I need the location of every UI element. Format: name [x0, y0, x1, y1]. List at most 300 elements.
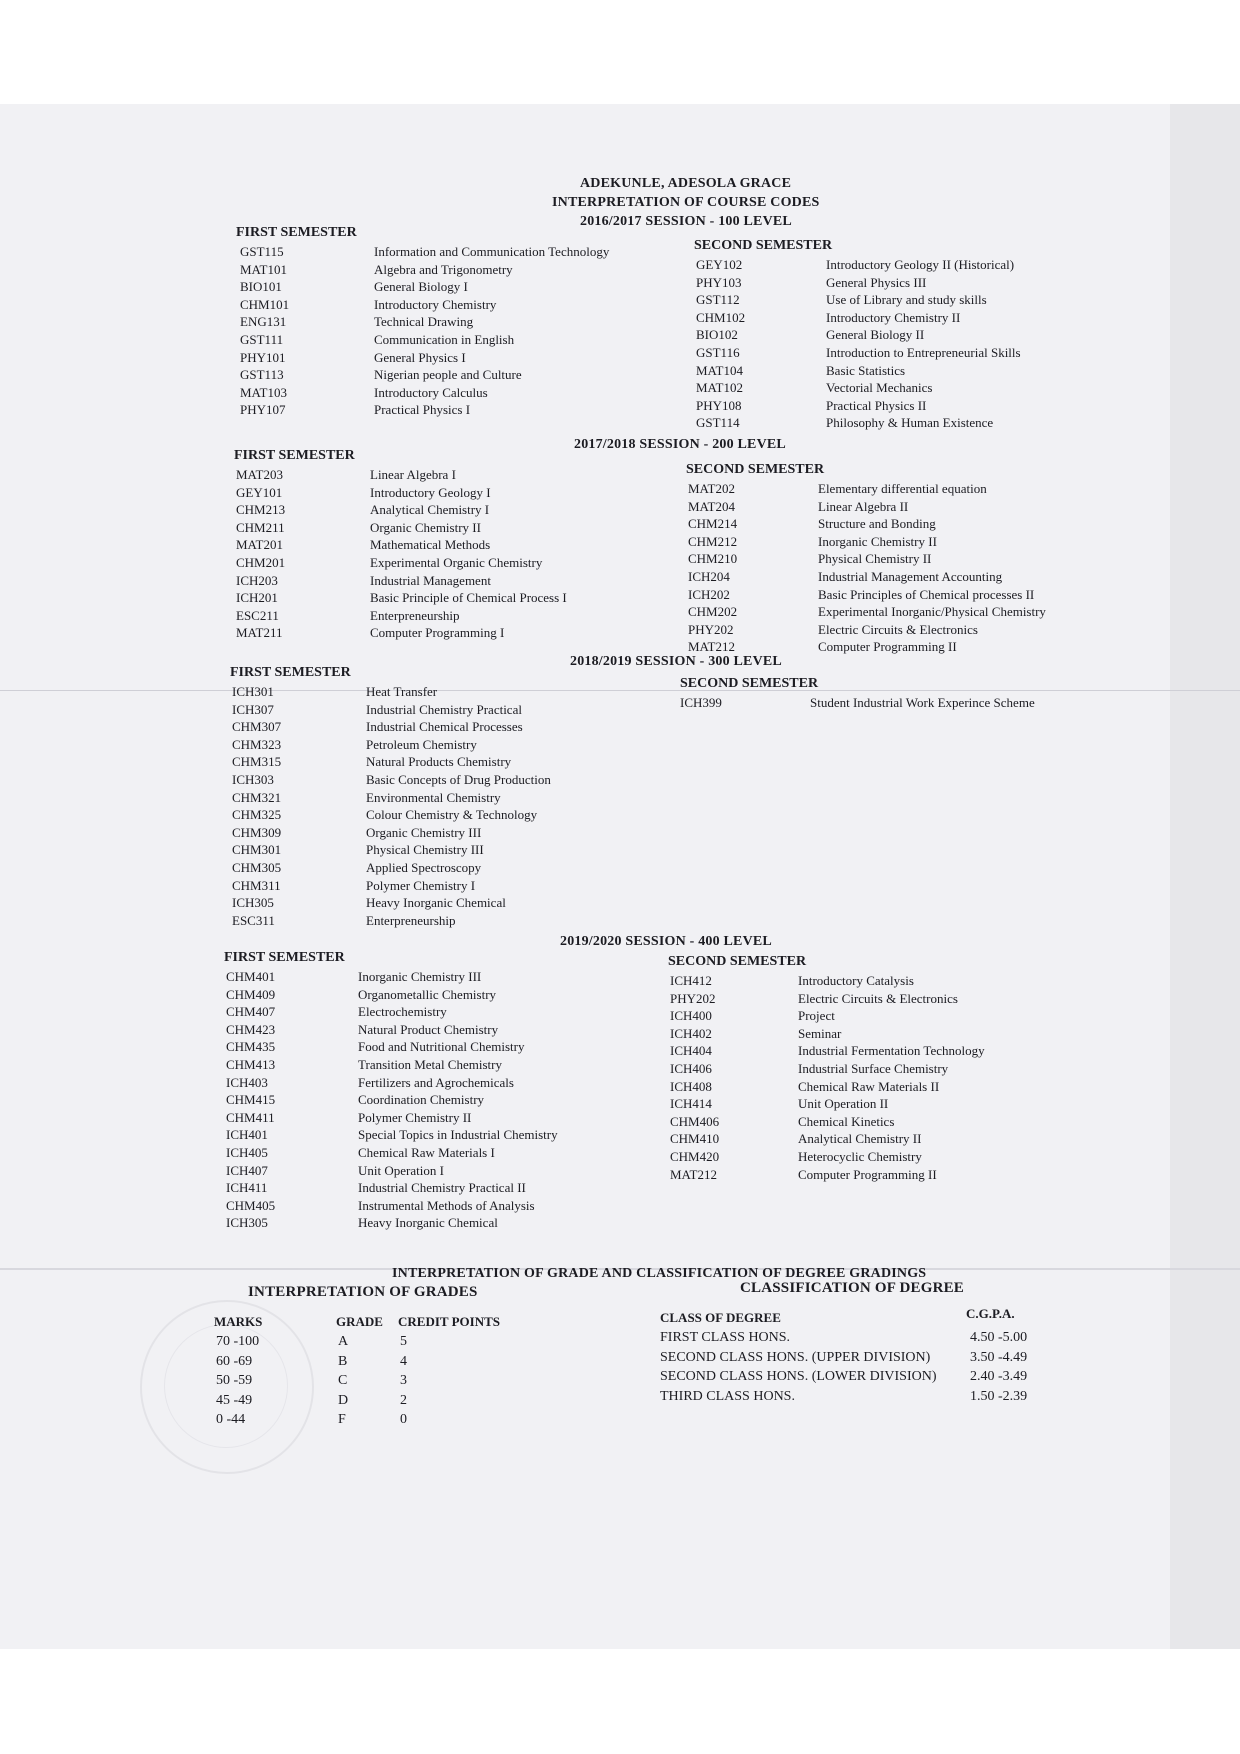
course-row: [696, 362, 1021, 380]
course-code: ENG131: [240, 314, 287, 330]
degree-classification-table: [660, 1328, 1027, 1406]
course-code: MAT211: [236, 625, 283, 641]
course-code: CHM411: [226, 1109, 275, 1125]
course-code: CHM305: [232, 859, 282, 875]
course-title: Project: [798, 1008, 835, 1024]
cgpa-range: 2.40 -3.49: [970, 1369, 1028, 1384]
course-title: Enterpreneurship: [370, 607, 460, 623]
course-title: Industrial Surface Chemistry: [798, 1060, 949, 1076]
course-title: General Physics III: [826, 274, 927, 290]
course-row: [670, 1078, 985, 1096]
course-title: Introduction to Entrepreneurial Skills: [826, 344, 1021, 360]
course-code: ICH303: [232, 771, 274, 787]
session-label: 2017/2018 SESSION - 200 LEVEL: [574, 437, 786, 452]
class-of-degree: THIRD CLASS HONS.: [660, 1388, 795, 1404]
class-of-degree: SECOND CLASS HONS. (UPPER DIVISION): [660, 1349, 931, 1365]
course-code: GST113: [240, 367, 284, 383]
course-title: Organometallic Chemistry: [358, 986, 497, 1002]
course-title: Basic Statistics: [826, 362, 906, 378]
course-code: PHY202: [688, 621, 734, 637]
course-code: CHM102: [696, 309, 746, 325]
grade-row: [216, 1352, 407, 1372]
course-row: [226, 1126, 558, 1144]
course-title: Coordination Chemistry: [358, 1092, 485, 1108]
course-code: BIO102: [696, 327, 738, 343]
course-code: CHM407: [226, 1004, 276, 1020]
session-label: 2018/2019 SESSION - 300 LEVEL: [570, 654, 782, 669]
marks-header: MARKS: [214, 1314, 263, 1329]
course-code: CHM423: [226, 1021, 276, 1037]
cgpa-range: 1.50 -2.39: [970, 1388, 1028, 1404]
course-code: ICH403: [226, 1074, 268, 1090]
class-row: [660, 1328, 1027, 1348]
course-row: [688, 480, 1046, 498]
course-code: CHM202: [688, 604, 738, 620]
course-code: GST111: [240, 331, 284, 347]
course-row: [688, 515, 1046, 533]
course-row: [232, 824, 551, 842]
course-title: Use of Library and study skills: [826, 292, 987, 308]
course-row: [670, 1166, 985, 1184]
course-title: Introductory Geology II (Historical): [826, 257, 1015, 272]
course-code: ICH414: [670, 1096, 712, 1112]
course-title: Communication in English: [374, 331, 515, 347]
course-title: Linear Algebra II: [818, 498, 909, 514]
course-code: CHM405: [226, 1197, 276, 1213]
course-title: Heavy Inorganic Chemical: [358, 1215, 498, 1231]
course-code: ICH202: [688, 586, 730, 602]
course-code: CHM307: [232, 719, 282, 735]
course-code: PHY107: [240, 402, 286, 418]
course-title: Practical Physics II: [826, 397, 927, 413]
course-code: CHM315: [232, 754, 282, 770]
course-code: CHM214: [688, 516, 738, 532]
course-list-s2-second: [688, 480, 1046, 656]
course-title: Physical Chemistry II: [818, 551, 932, 567]
course-title: Nigerian people and Culture: [374, 367, 522, 383]
course-list-s3-first: [232, 683, 551, 929]
course-title: Industrial Management Accounting: [818, 568, 1003, 584]
course-title: General Physics I: [374, 349, 466, 365]
course-list-s1-first: [240, 243, 609, 419]
course-title: Heat Transfer: [366, 684, 438, 699]
marks-value: 45 -49: [216, 1392, 253, 1408]
session-label: 2019/2020 SESSION - 400 LEVEL: [560, 934, 772, 949]
course-title: Computer Programming II: [818, 639, 957, 655]
course-title: Natural Product Chemistry: [358, 1021, 499, 1037]
course-row: [232, 806, 551, 824]
course-code: ICH305: [226, 1215, 268, 1231]
course-title: Information and Communication Technology: [374, 244, 610, 259]
course-code: CHM210: [688, 551, 738, 567]
course-code: CHM321: [232, 789, 282, 805]
course-title: Food and Nutritional Chemistry: [358, 1039, 525, 1055]
course-code: ICH203: [236, 572, 278, 588]
course-title: Student Industrial Work Experince Scheme: [810, 695, 1035, 710]
course-row: [696, 397, 1021, 415]
course-title: Linear Algebra I: [370, 467, 456, 482]
course-row: [226, 1021, 558, 1039]
grade-letter: A: [338, 1334, 349, 1349]
course-row: [236, 484, 567, 502]
course-row: [226, 1179, 558, 1197]
course-title: Basic Concepts of Drug Production: [366, 771, 551, 787]
course-code: PHY108: [696, 397, 742, 413]
course-row: [688, 586, 1046, 604]
second-semester-label: SECOND SEMESTER: [680, 676, 819, 691]
course-title: Seminar: [798, 1025, 842, 1041]
course-title: Industrial Chemical Processes: [366, 719, 523, 735]
course-row: [240, 261, 609, 279]
course-row: [226, 1162, 558, 1180]
grade-row: [216, 1371, 407, 1391]
course-title: General Biology I: [374, 279, 468, 295]
course-code: ICH402: [670, 1025, 712, 1041]
grading-title: INTERPRETATION OF GRADE AND CLASSIFICATION OF DEGREE GRADINGS: [392, 1266, 927, 1281]
grade-row: [216, 1410, 407, 1430]
course-row: [236, 466, 567, 484]
course-title: Introductory Chemistry II: [826, 309, 961, 325]
fold-line: [0, 690, 1240, 691]
credit-points-value: 5: [400, 1334, 407, 1349]
course-row: [670, 1095, 985, 1113]
second-semester-label: SECOND SEMESTER: [668, 954, 807, 969]
course-code: CHM410: [670, 1131, 720, 1147]
course-code: CHM309: [232, 824, 282, 840]
course-row: [240, 349, 609, 367]
course-row: [236, 519, 567, 537]
course-row: [226, 1197, 558, 1215]
course-code: CHM415: [226, 1092, 276, 1108]
course-row: [236, 589, 567, 607]
course-row: [232, 753, 551, 771]
grade-row: [216, 1391, 407, 1411]
course-title: Mathematical Methods: [370, 537, 491, 553]
course-title: Chemical Raw Materials II: [798, 1078, 940, 1094]
cgpa-header: C.G.P.A.: [966, 1306, 1015, 1321]
course-code: GEY102: [696, 257, 743, 272]
course-title: Petroleum Chemistry: [366, 736, 477, 752]
cgpa-range: 3.50 -4.49: [970, 1349, 1028, 1365]
course-row: [232, 736, 551, 754]
course-row: [688, 550, 1046, 568]
course-code: ICH307: [232, 701, 274, 717]
course-title: Environmental Chemistry: [366, 789, 501, 805]
course-code: MAT201: [236, 537, 283, 553]
course-code: CHM323: [232, 736, 282, 752]
course-code: GST112: [696, 292, 740, 308]
course-code: ICH404: [670, 1043, 712, 1059]
course-row: [696, 344, 1021, 362]
course-row: [232, 877, 551, 895]
course-title: Introductory Chemistry: [374, 296, 497, 312]
course-row: [688, 498, 1046, 516]
course-row: [240, 278, 609, 296]
course-code: CHM406: [670, 1113, 720, 1129]
course-row: [670, 1130, 985, 1148]
page-title: INTERPRETATION OF COURSE CODES: [552, 195, 820, 210]
course-title: Chemical Raw Materials I: [358, 1144, 495, 1160]
course-code: MAT212: [688, 639, 735, 655]
course-title: Inorganic Chemistry II: [818, 533, 937, 549]
course-code: GST114: [696, 415, 740, 431]
course-row: [240, 384, 609, 402]
course-code: GEY101: [236, 484, 283, 500]
course-title: Organic Chemistry III: [366, 824, 482, 840]
course-title: Analytical Chemistry II: [798, 1131, 922, 1147]
course-row: [688, 533, 1046, 551]
course-code: ICH301: [232, 684, 274, 699]
course-code: ESC211: [236, 607, 279, 623]
cgpa-range: 4.50 -5.00: [970, 1330, 1028, 1345]
course-code: ICH411: [226, 1180, 268, 1196]
course-code: MAT102: [696, 380, 743, 396]
marks-value: 0 -44: [216, 1412, 246, 1427]
course-title: Industrial Chemistry Practical: [366, 701, 522, 717]
course-title: Special Topics in Industrial Chemistry: [358, 1127, 558, 1143]
course-row: [696, 414, 1021, 432]
grades-title: INTERPRETATION OF GRADES: [248, 1284, 478, 1300]
course-row: [670, 1007, 985, 1025]
course-code: CHM435: [226, 1039, 276, 1055]
course-code: MAT103: [240, 384, 287, 400]
course-row: [670, 1060, 985, 1078]
course-title: Basic Principle of Chemical Process I: [370, 590, 567, 606]
course-title: Philosophy & Human Existence: [826, 415, 994, 431]
course-title: Unit Operation I: [358, 1162, 444, 1178]
course-title: Organic Chemistry II: [370, 519, 481, 535]
course-list-s3-second: [680, 694, 1035, 712]
course-title: Polymer Chemistry I: [366, 877, 476, 893]
credit-points-value: 0: [400, 1412, 407, 1427]
course-title: Vectorial Mechanics: [826, 380, 933, 396]
credit-points-value: 2: [400, 1392, 407, 1408]
course-code: ICH412: [670, 973, 712, 988]
course-row: [226, 986, 558, 1004]
course-title: Applied Spectroscopy: [366, 859, 482, 875]
class-of-degree-header: CLASS OF DEGREE: [660, 1310, 781, 1325]
course-row: [696, 379, 1021, 397]
course-title: Computer Programming II: [798, 1166, 937, 1182]
course-row: [696, 291, 1021, 309]
course-code: MAT104: [696, 362, 743, 378]
course-code: PHY202: [670, 990, 716, 1006]
course-row: [670, 1148, 985, 1166]
course-code: CHM311: [232, 877, 281, 893]
course-title: Algebra and Trigonometry: [374, 261, 513, 277]
course-row: [226, 1074, 558, 1092]
course-row: [696, 309, 1021, 327]
course-title: Industrial Chemistry Practical II: [358, 1180, 526, 1196]
course-code: CHM201: [236, 554, 286, 570]
course-title: Electric Circuits & Electronics: [818, 621, 978, 637]
course-row: [226, 1003, 558, 1021]
course-code: ICH201: [236, 590, 278, 606]
course-title: Natural Products Chemistry: [366, 754, 512, 770]
course-row: [240, 366, 609, 384]
credit-points-value: 3: [400, 1373, 407, 1388]
course-row: [226, 968, 558, 986]
first-semester-label: FIRST SEMESTER: [224, 950, 345, 965]
course-title: Polymer Chemistry II: [358, 1109, 472, 1125]
course-code: CHM212: [688, 533, 738, 549]
course-code: GST116: [696, 344, 740, 360]
course-code: ICH305: [232, 895, 274, 911]
course-row: [236, 624, 567, 642]
course-title: Experimental Inorganic/Physical Chemistry: [818, 604, 1046, 620]
course-row: [670, 1113, 985, 1131]
grade-letter: B: [338, 1353, 348, 1369]
course-row: [688, 603, 1046, 621]
course-title: Introductory Geology I: [370, 484, 491, 500]
course-row: [696, 256, 1021, 274]
course-code: ICH406: [670, 1060, 712, 1076]
course-row: [670, 1042, 985, 1060]
course-title: General Biology II: [826, 327, 925, 343]
course-title: Heterocyclic Chemistry: [798, 1148, 922, 1164]
course-row: [680, 694, 1035, 712]
marks-value: 70 -100: [216, 1334, 260, 1349]
course-list-s1-second: [696, 256, 1021, 432]
first-semester-label: FIRST SEMESTER: [230, 665, 351, 680]
course-row: [226, 1056, 558, 1074]
course-row: [232, 859, 551, 877]
course-row: [670, 972, 985, 990]
course-row: [226, 1038, 558, 1056]
course-row: [236, 554, 567, 572]
course-code: ICH405: [226, 1144, 268, 1160]
course-code: ICH401: [226, 1127, 268, 1143]
course-row: [232, 771, 551, 789]
course-list-s4-first: [226, 968, 558, 1232]
course-row: [240, 313, 609, 331]
course-title: Chemical Kinetics: [798, 1113, 895, 1129]
classification-title: CLASSIFICATION OF DEGREE: [740, 1280, 965, 1296]
course-row: [226, 1214, 558, 1232]
first-semester-label: FIRST SEMESTER: [236, 225, 357, 240]
course-title: Experimental Organic Chemistry: [370, 554, 543, 570]
course-title: Colour Chemistry & Technology: [366, 807, 538, 823]
class-row: [660, 1387, 1027, 1407]
course-title: Computer Programming I: [370, 625, 505, 641]
marks-value: 50 -59: [216, 1373, 253, 1388]
course-row: [240, 243, 609, 261]
course-title: Technical Drawing: [374, 314, 474, 330]
grade-header: GRADE: [336, 1314, 383, 1329]
course-code: PHY103: [696, 274, 742, 290]
course-code: CHM213: [236, 502, 286, 518]
course-row: [236, 572, 567, 590]
course-row: [688, 621, 1046, 639]
course-code: CHM301: [232, 842, 282, 858]
course-code: CHM413: [226, 1056, 276, 1072]
course-code: CHM420: [670, 1148, 720, 1164]
grade-row: [216, 1332, 407, 1352]
course-title: Practical Physics I: [374, 402, 471, 418]
course-row: [232, 789, 551, 807]
course-row: [696, 326, 1021, 344]
session-label: 2016/2017 SESSION - 100 LEVEL: [580, 214, 792, 229]
course-title: Introductory Catalysis: [798, 973, 914, 988]
course-row: [240, 331, 609, 349]
class-of-degree: SECOND CLASS HONS. (LOWER DIVISION): [660, 1369, 937, 1384]
course-code: CHM211: [236, 519, 285, 535]
course-code: CHM101: [240, 296, 290, 312]
course-row: [670, 1025, 985, 1043]
course-code: ICH407: [226, 1162, 268, 1178]
credit-points-header: CREDIT POINTS: [398, 1314, 500, 1329]
second-semester-label: SECOND SEMESTER: [694, 238, 833, 253]
second-semester-label: SECOND SEMESTER: [686, 462, 825, 477]
course-list-s4-second: [670, 972, 985, 1183]
course-list-s2-first: [236, 466, 567, 642]
course-row: [670, 990, 985, 1008]
course-title: Enterpreneurship: [366, 912, 456, 928]
course-title: Elementary differential equation: [818, 481, 987, 496]
credit-points-value: 4: [400, 1353, 407, 1369]
course-code: ICH408: [670, 1078, 712, 1094]
course-code: ESC311: [232, 912, 275, 928]
course-title: Industrial Management: [370, 572, 491, 588]
course-row: [226, 1109, 558, 1127]
course-code: ICH400: [670, 1008, 712, 1024]
course-row: [696, 274, 1021, 292]
course-row: [232, 912, 551, 930]
course-row: [236, 607, 567, 625]
course-title: Electric Circuits & Electronics: [798, 990, 958, 1006]
course-title: Electrochemistry: [358, 1004, 447, 1020]
course-code: CHM325: [232, 807, 282, 823]
course-title: Unit Operation II: [798, 1096, 889, 1112]
marks-value: 60 -69: [216, 1353, 253, 1369]
first-semester-label: FIRST SEMESTER: [234, 448, 355, 463]
class-of-degree: FIRST CLASS HONS.: [660, 1330, 791, 1345]
course-title: Structure and Bonding: [818, 516, 936, 532]
course-code: CHM409: [226, 986, 276, 1002]
course-code: PHY101: [240, 349, 286, 365]
course-title: Fertilizers and Agrochemicals: [358, 1074, 514, 1090]
course-code: MAT204: [688, 498, 735, 514]
grades-table: [216, 1332, 407, 1430]
course-row: [240, 296, 609, 314]
course-row: [232, 683, 551, 701]
class-row: [660, 1367, 1027, 1387]
grade-letter: C: [338, 1373, 348, 1388]
course-title: Introductory Calculus: [374, 384, 488, 400]
course-code: BIO101: [240, 279, 282, 295]
course-row: [232, 841, 551, 859]
course-row: [226, 1091, 558, 1109]
course-row: [240, 401, 609, 419]
course-code: ICH399: [680, 695, 722, 710]
course-row: [236, 536, 567, 554]
course-row: [226, 1144, 558, 1162]
course-row: [236, 501, 567, 519]
course-code: CHM401: [226, 969, 276, 984]
course-code: MAT101: [240, 261, 287, 277]
course-row: [232, 701, 551, 719]
grade-letter: D: [338, 1392, 349, 1408]
course-code: ICH204: [688, 568, 730, 584]
course-code: MAT212: [670, 1166, 717, 1182]
course-title: Transition Metal Chemistry: [358, 1056, 502, 1072]
course-title: Heavy Inorganic Chemical: [366, 895, 506, 911]
paper-shadow: [1170, 104, 1240, 1649]
course-title: Basic Principles of Chemical processes II: [818, 586, 1035, 602]
course-row: [232, 718, 551, 736]
course-title: Industrial Fermentation Technology: [798, 1043, 985, 1059]
course-title: Physical Chemistry III: [366, 842, 484, 858]
